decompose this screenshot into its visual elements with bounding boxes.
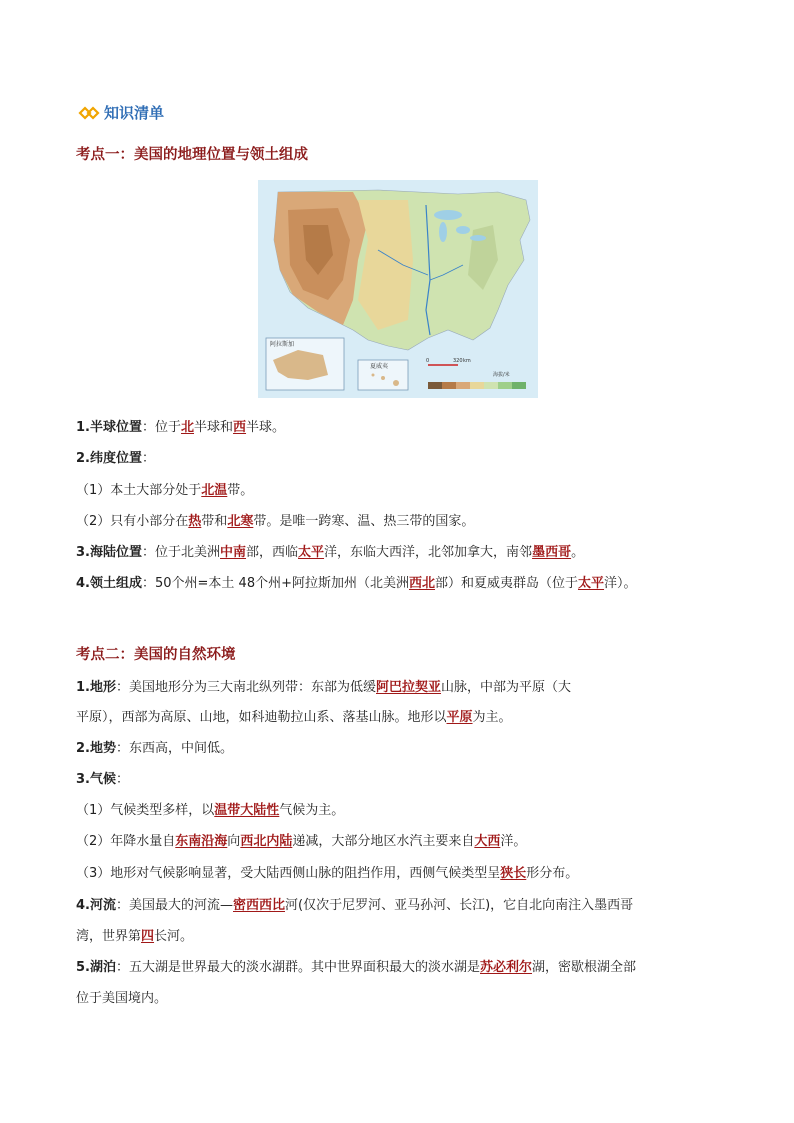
kd2-p4b: 湾，世界第四长河。 <box>76 929 194 944</box>
kd2-p3c: （3）地形对气候影响显著，受大陆西侧山脉的阻挡作用，西侧气候类型呈狭长形分布。 <box>76 866 579 881</box>
section-title: 知识清单 <box>104 104 165 122</box>
kd1-p2a: （1）本土大部分处于北温带。 <box>76 483 254 498</box>
kd1-p4: 4.领土组成：50个州=本土 48个州+阿拉斯加州（北美洲西北部）和夏威夷群岛（位于太平洋）。 <box>76 576 637 591</box>
section-header <box>78 102 164 123</box>
kd2-p3b: （2）年降水量自东南沿海向西北内陆递减，大部分地区水汽主要来自大西洋。 <box>76 834 527 849</box>
kd2-p3a: （1）气候类型多样，以温带大陆性气候为主。 <box>76 803 345 818</box>
hawaii-label: 夏威夷 <box>370 363 389 370</box>
kd2-p3: 3.气候： <box>76 772 129 787</box>
kd1-title: 考点一：美国的地理位置与领土组成 <box>76 147 308 163</box>
kd2-p4: 4.河流：美国最大的河流—密西西比河(仅次于尼罗河、亚马孙河、长江)，它自北向南注入墨西哥 <box>76 898 634 913</box>
us-physical-map <box>258 180 538 398</box>
kd1-p2: 2.纬度位置： <box>76 451 155 466</box>
scale-unit: km <box>463 358 471 364</box>
double-chevron-icon <box>78 106 100 120</box>
kd1-p2b: （2）只有小部分在热带和北寒带。是唯一跨寒、温、热三带的国家。 <box>76 514 475 529</box>
kd2-p1: 1.地形：美国地形分为三大南北纵列带：东部为低缓阿巴拉契亚山脉，中部为平原（大 <box>76 680 572 695</box>
legend-unit: 海拔/米 <box>493 372 510 378</box>
kd2-p5b: 位于美国境内。 <box>76 991 168 1006</box>
elevation-legend <box>428 382 526 389</box>
kd2-p1b: 平原），西部为高原、山地，如科迪勒拉山系、落基山脉。地形以平原为主。 <box>76 710 512 725</box>
alaska-label: 阿拉斯加 <box>270 341 295 348</box>
kd2-p2: 2.地势：东西高，中间低。 <box>76 741 233 756</box>
kd1-p1: 1.半球位置：位于北半球和西半球。 <box>76 420 286 435</box>
kd1-p3: 3.海陆位置：位于北美洲中南部，西临太平洋，东临大西洋，北邻加拿大，南邻墨西哥。 <box>76 545 585 560</box>
scale-0: 0 <box>426 358 430 364</box>
kd2-p5: 5.湖泊：五大湖是世界最大的淡水湖群。其中世界面积最大的淡水湖是苏必利尔湖，密歇根湖全部 <box>76 960 637 975</box>
scale-1: 320 <box>453 358 463 364</box>
kd2-title: 考点二：美国的自然环境 <box>76 647 236 663</box>
